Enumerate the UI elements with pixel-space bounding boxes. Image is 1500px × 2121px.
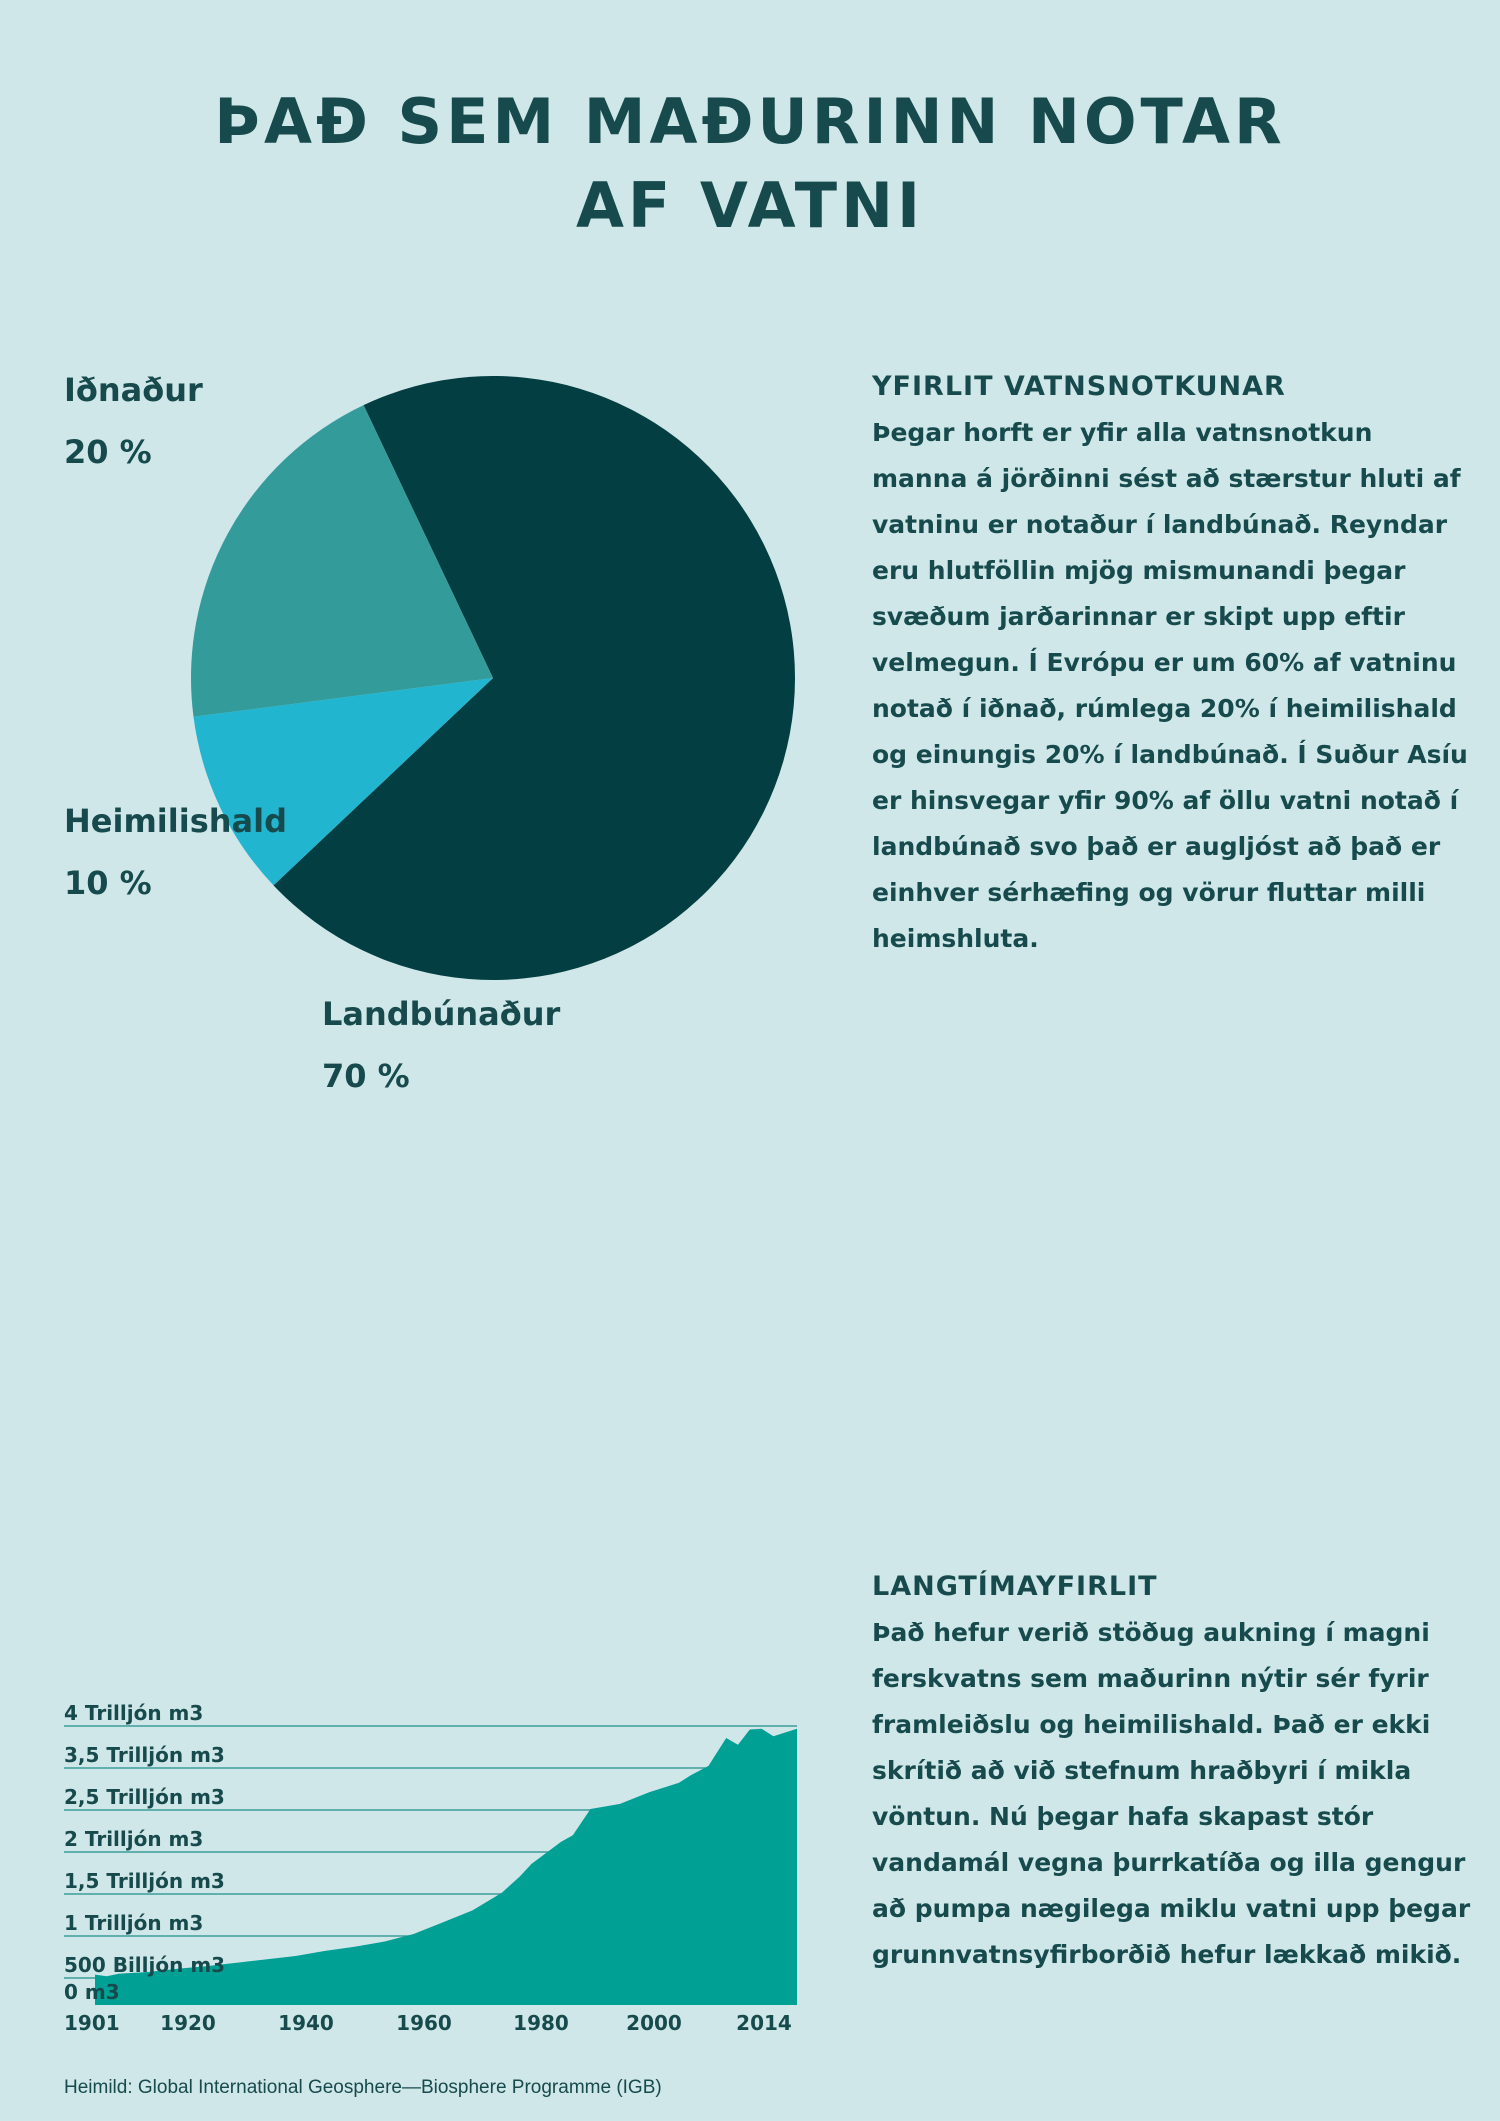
- overview-section: [872, 368, 1472, 962]
- y-tick-label: 4 Trilljón m3: [64, 1701, 204, 1725]
- longterm-body: Það hefur verið stöðug aukning í magni ferskvatns sem maðurinn nýtir sér fyrir framleiðslu og heimilishald. Það er ekki skrítið að við stefnum hraðbyri í mikla vöntun. Nú þegar hafa skapast stór vandamál vegna þurrkatíða og illa gengur að pumpa nægilega miklu vatni upp þegar grunnvatnsyfirborðið hefur lækkað mikið.: [872, 1618, 1471, 1969]
- pie-label-landbunadur-name: Landbúnaður: [322, 995, 561, 1033]
- area-chart: [0, 1540, 820, 2060]
- pie-label-heimilishald-pct: 10 %: [64, 864, 152, 902]
- y-tick-label: 2,5 Trilljón m3: [64, 1785, 225, 1809]
- y-tick-label: 2 Trilljón m3: [64, 1827, 204, 1851]
- longterm-heading: LANGTÍMAYFIRLIT: [872, 1571, 1158, 1602]
- y-tick-label: 1,5 Trilljón m3: [64, 1869, 225, 1893]
- pie-label-heimilishald-name: Heimilishald: [64, 802, 287, 840]
- x-tick-label: 1940: [278, 2011, 334, 2035]
- y-tick-label: 0 m3: [64, 1980, 120, 2004]
- pie-label-landbunadur-pct: 70 %: [322, 1057, 410, 1095]
- title-line-1: ÞAÐ SEM MAÐURINN NOTAR: [214, 85, 1286, 158]
- source-note: Heimild: Global International Geosphere—Biosphere Programme (IGB): [64, 2077, 662, 2098]
- x-tick-label: 2000: [626, 2011, 682, 2035]
- longterm-section: [872, 1568, 1472, 1978]
- y-tick-label: 3,5 Trilljón m3: [64, 1743, 225, 1767]
- x-tick-label: 1960: [396, 2011, 452, 2035]
- x-tick-label: 1901: [64, 2011, 120, 2035]
- y-tick-label: 1 Trilljón m3: [64, 1911, 204, 1935]
- x-tick-label: 2014: [736, 2011, 792, 2035]
- x-tick-label: 1920: [160, 2011, 216, 2035]
- page-title: [0, 80, 1500, 248]
- pie-label-landbunadur: [322, 994, 560, 1096]
- title-line-2: AF VATNI: [575, 169, 925, 242]
- x-tick-label: 1980: [513, 2011, 569, 2035]
- overview-heading: YFIRLIT VATNSNOTKUNAR: [872, 371, 1286, 402]
- pie-label-idnadur-name: Iðnaður: [64, 371, 203, 409]
- pie-label-heimilishald: [64, 801, 287, 903]
- pie-label-idnadur: [64, 370, 203, 472]
- overview-body: Þegar horft er yfir alla vatnsnotkun manna á jörðinni sést að stærstur hluti af vatninu er notaður í landbúnað. Reyndar eru hlutföllin mjög mismunandi þegar svæðum jarðarinnar er skipt upp eftir velmegun. Í Evrópu er um 60% af vatninu notað í iðnað, rúmlega 20% í heimilishald og einungis 20% í landbúnað. Í Suður Asíu er hinsvegar yfir 90% af öllu vatni notað í landbúnað svo það er augljóst að það er einhver sérhæfing og vörur fluttar milli heimshluta.: [872, 418, 1468, 953]
- y-tick-label: 500 Billjón m3: [64, 1953, 226, 1977]
- pie-label-idnadur-pct: 20 %: [64, 433, 152, 471]
